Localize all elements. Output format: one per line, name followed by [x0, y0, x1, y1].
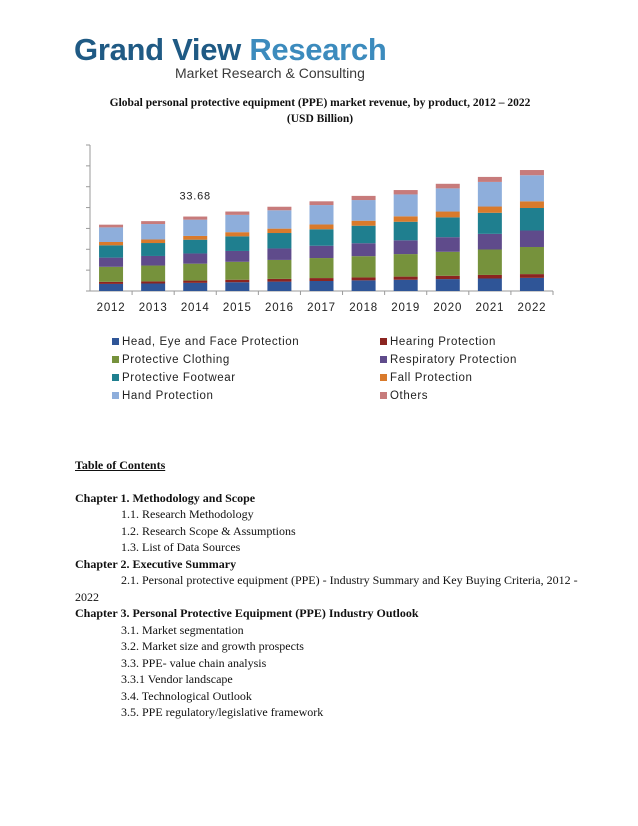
bar-segment-2012-respiratory-protection	[99, 258, 123, 267]
bar-segment-2019-protective-clothing	[394, 254, 418, 277]
x-tick-label-2019: 2019	[391, 302, 421, 314]
bar-segment-2017-fall-protection	[310, 224, 334, 229]
legend-label-respiratory-protection: Respiratory Protection	[390, 354, 517, 366]
bar-segment-2020-respiratory-protection	[436, 237, 460, 252]
table-of-contents	[75, 457, 595, 721]
bar-segment-2021-fall-protection	[478, 207, 502, 213]
x-tick-label-2014: 2014	[180, 302, 210, 314]
x-tick-label-2022: 2022	[517, 302, 547, 314]
bar-segment-2018-others	[352, 196, 376, 200]
legend-swatch-others	[380, 392, 387, 399]
bar-segment-2013-others	[141, 221, 165, 224]
bar-segment-2018-respiratory-protection	[352, 243, 376, 256]
legend-label-fall-protection: Fall Protection	[390, 372, 473, 384]
toc-chapter-1: Chapter 1. Methodology and Scope	[75, 490, 256, 505]
logo-word-grand-view: Grand View	[74, 32, 241, 67]
bar-segment-2014-others	[183, 217, 207, 220]
legend-label-protective-clothing: Protective Clothing	[122, 354, 230, 366]
bar-segment-2012-fall-protection	[99, 242, 123, 245]
bar-segment-2015-others	[225, 212, 249, 215]
bar-segment-2016-hand-protection	[267, 210, 291, 228]
bar-segment-2020-protective-clothing	[436, 252, 460, 276]
legend-swatch-protective-footwear	[112, 374, 119, 381]
toc-item-1-1: 1.1. Research Methodology	[121, 507, 254, 521]
bar-segment-2021-protective-footwear	[478, 213, 502, 234]
bar-segment-2015-hand-protection	[225, 215, 249, 232]
legend-swatch-fall-protection	[380, 374, 387, 381]
bar-segment-2016-respiratory-protection	[267, 248, 291, 259]
bar-segment-2020-others	[436, 184, 460, 189]
x-tick-label-2016: 2016	[265, 302, 294, 314]
logo-word-research: Research	[249, 32, 387, 67]
bar-segment-2016-fall-protection	[267, 229, 291, 233]
bar-segment-2021-respiratory-protection	[478, 234, 502, 250]
bar-segment-2018-hearing-protection	[352, 277, 376, 280]
legend-label-head-eye-and-face-protection: Head, Eye and Face Protection	[122, 336, 300, 348]
bar-segment-2015-fall-protection	[225, 232, 249, 236]
toc-item-1-2: 1.2. Research Scope & Assumptions	[121, 523, 296, 538]
bar-segment-2021-hearing-protection	[478, 275, 502, 279]
bar-segment-2020-hearing-protection	[436, 276, 460, 279]
legend-swatch-hearing-protection	[380, 338, 387, 345]
bar-segment-2018-fall-protection	[352, 221, 376, 226]
bar-segment-2017-others	[310, 201, 334, 205]
bar-segment-2022-protective-footwear	[520, 208, 544, 231]
logo-tagline: Market Research & Consulting	[175, 65, 365, 81]
bar-segment-2012-head-eye-and-face-protection	[99, 284, 123, 291]
x-tick-label-2018: 2018	[349, 302, 378, 314]
bar-segment-2022-hand-protection	[520, 175, 544, 201]
bar-segment-2015-protective-footwear	[225, 236, 249, 251]
x-tick-label-2021: 2021	[475, 302, 505, 314]
bar-segment-2019-head-eye-and-face-protection	[394, 280, 418, 291]
bar-segment-2016-protective-clothing	[267, 260, 291, 279]
bar-segment-2014-respiratory-protection	[183, 253, 207, 263]
bar-segment-2014-head-eye-and-face-protection	[183, 283, 207, 291]
bar-segment-2020-protective-footwear	[436, 217, 460, 237]
bar-segment-2013-protective-clothing	[141, 266, 165, 282]
bar-segment-2021-others	[478, 177, 502, 182]
bar-segment-2016-head-eye-and-face-protection	[267, 282, 291, 291]
bar-segment-2013-hearing-protection	[141, 281, 165, 283]
chart-title	[70, 95, 570, 127]
bar-segment-2012-hand-protection	[99, 227, 123, 242]
bar-segment-2019-respiratory-protection	[394, 240, 418, 254]
x-tick-label-2017: 2017	[307, 302, 336, 314]
chart-title-line2: (USD Billion)	[286, 113, 354, 125]
bar-segment-2013-hand-protection	[141, 224, 165, 239]
chart-title-line1: Global personal protective equipment (PPE) market revenue, by product, 2012 – 2022	[109, 97, 531, 109]
toc-chapter-3: Chapter 3. Personal Protective Equipment (PPE) Industry Outlook	[75, 606, 419, 620]
bar-segment-2014-fall-protection	[183, 236, 207, 240]
bar-segment-2019-protective-footwear	[394, 222, 418, 241]
bar-segment-2021-head-eye-and-face-protection	[478, 278, 502, 291]
bar-segment-2015-respiratory-protection	[225, 251, 249, 262]
legend-label-hearing-protection: Hearing Protection	[390, 336, 497, 348]
x-tick-label-2015: 2015	[222, 302, 252, 314]
bar-segment-2019-others	[394, 190, 418, 194]
bar-segment-2017-hand-protection	[310, 205, 334, 224]
bar-segment-2021-protective-clothing	[478, 249, 502, 274]
toc-chapter-2: Chapter 2. Executive Summary	[75, 556, 237, 571]
bar-segment-2017-head-eye-and-face-protection	[310, 281, 334, 291]
bar-segment-2022-head-eye-and-face-protection	[520, 278, 544, 291]
toc-item-3-4: 3.4. Technological Outlook	[121, 688, 252, 703]
legend-label-protective-footwear: Protective Footwear	[122, 372, 236, 384]
bar-segment-2013-protective-footwear	[141, 243, 165, 256]
toc-item-3-1: 3.1. Market segmentation	[121, 622, 244, 637]
legend-swatch-respiratory-protection	[380, 356, 387, 363]
bar-segment-2015-hearing-protection	[225, 280, 249, 283]
bar-segment-2017-hearing-protection	[310, 278, 334, 281]
bar-segment-2014-hearing-protection	[183, 281, 207, 283]
bar-segment-2018-protective-clothing	[352, 256, 376, 277]
legend-swatch-hand-protection	[112, 392, 119, 399]
legend-label-others: Others	[390, 390, 429, 402]
bar-segment-2017-protective-clothing	[310, 258, 334, 278]
bar-segment-2016-others	[267, 207, 291, 211]
bar-segment-2020-head-eye-and-face-protection	[436, 279, 460, 291]
bar-segment-2018-head-eye-and-face-protection	[352, 280, 376, 291]
toc-item-1-3: 1.3. List of Data Sources	[121, 540, 241, 554]
bar-segment-2014-hand-protection	[183, 220, 207, 236]
bar-segment-2015-protective-clothing	[225, 262, 249, 280]
x-tick-label-2013: 2013	[138, 302, 168, 314]
bar-segment-2020-hand-protection	[436, 188, 460, 211]
bar-segment-2020-fall-protection	[436, 212, 460, 218]
bar-segment-2012-hearing-protection	[99, 282, 123, 284]
bar-segment-2014-protective-footwear	[183, 240, 207, 254]
x-tick-label-2020: 2020	[433, 302, 463, 314]
toc-item-3-3-1: 3.3.1 Vendor landscape	[121, 672, 233, 686]
bar-segment-2018-hand-protection	[352, 200, 376, 221]
bar-segment-2022-respiratory-protection	[520, 231, 544, 247]
bar-segment-2022-fall-protection	[520, 201, 544, 208]
bar-segment-2017-respiratory-protection	[310, 246, 334, 258]
x-tick-label-2012: 2012	[96, 302, 126, 314]
logo-wordmark	[74, 33, 387, 67]
toc-item-2-1: 2.1. Personal protective equipment (PPE) - Industry Summary and Key Buying Criteria, 2012 - 2022	[75, 573, 578, 604]
stacked-bar-chart	[0, 130, 638, 420]
bar-segment-2016-protective-footwear	[267, 233, 291, 248]
bar-segment-2016-hearing-protection	[267, 279, 291, 282]
toc-item-3-3: 3.3. PPE- value chain analysis	[121, 655, 267, 670]
toc-heading: Table of Contents	[75, 458, 166, 472]
bar-segment-2013-fall-protection	[141, 239, 165, 243]
legend-swatch-protective-clothing	[112, 356, 119, 363]
legend-swatch-head-eye-and-face-protection	[112, 338, 119, 345]
bar-segment-2012-others	[99, 225, 123, 228]
bar-segment-2022-protective-clothing	[520, 247, 544, 274]
data-label-2014: 33.68	[179, 190, 211, 203]
bar-segment-2014-protective-clothing	[183, 264, 207, 281]
bar-segment-2015-head-eye-and-face-protection	[225, 282, 249, 291]
bar-segment-2019-fall-protection	[394, 216, 418, 221]
toc-item-3-5: 3.5. PPE regulatory/legislative framework	[121, 705, 324, 719]
bar-segment-2017-protective-footwear	[310, 229, 334, 245]
toc-item-3-2: 3.2. Market size and growth prospects	[121, 639, 304, 653]
bar-segment-2012-protective-footwear	[99, 245, 123, 257]
bar-segment-2021-hand-protection	[478, 182, 502, 207]
grand-view-research-logo	[74, 33, 394, 85]
bar-segment-2013-head-eye-and-face-protection	[141, 283, 165, 291]
legend-label-hand-protection: Hand Protection	[122, 390, 214, 402]
bar-segment-2019-hand-protection	[394, 194, 418, 216]
bar-segment-2019-hearing-protection	[394, 277, 418, 280]
bar-segment-2018-protective-footwear	[352, 226, 376, 244]
bar-segment-2013-respiratory-protection	[141, 256, 165, 266]
bar-segment-2012-protective-clothing	[99, 267, 123, 282]
bar-segment-2022-hearing-protection	[520, 274, 544, 278]
bar-segment-2022-others	[520, 170, 544, 175]
